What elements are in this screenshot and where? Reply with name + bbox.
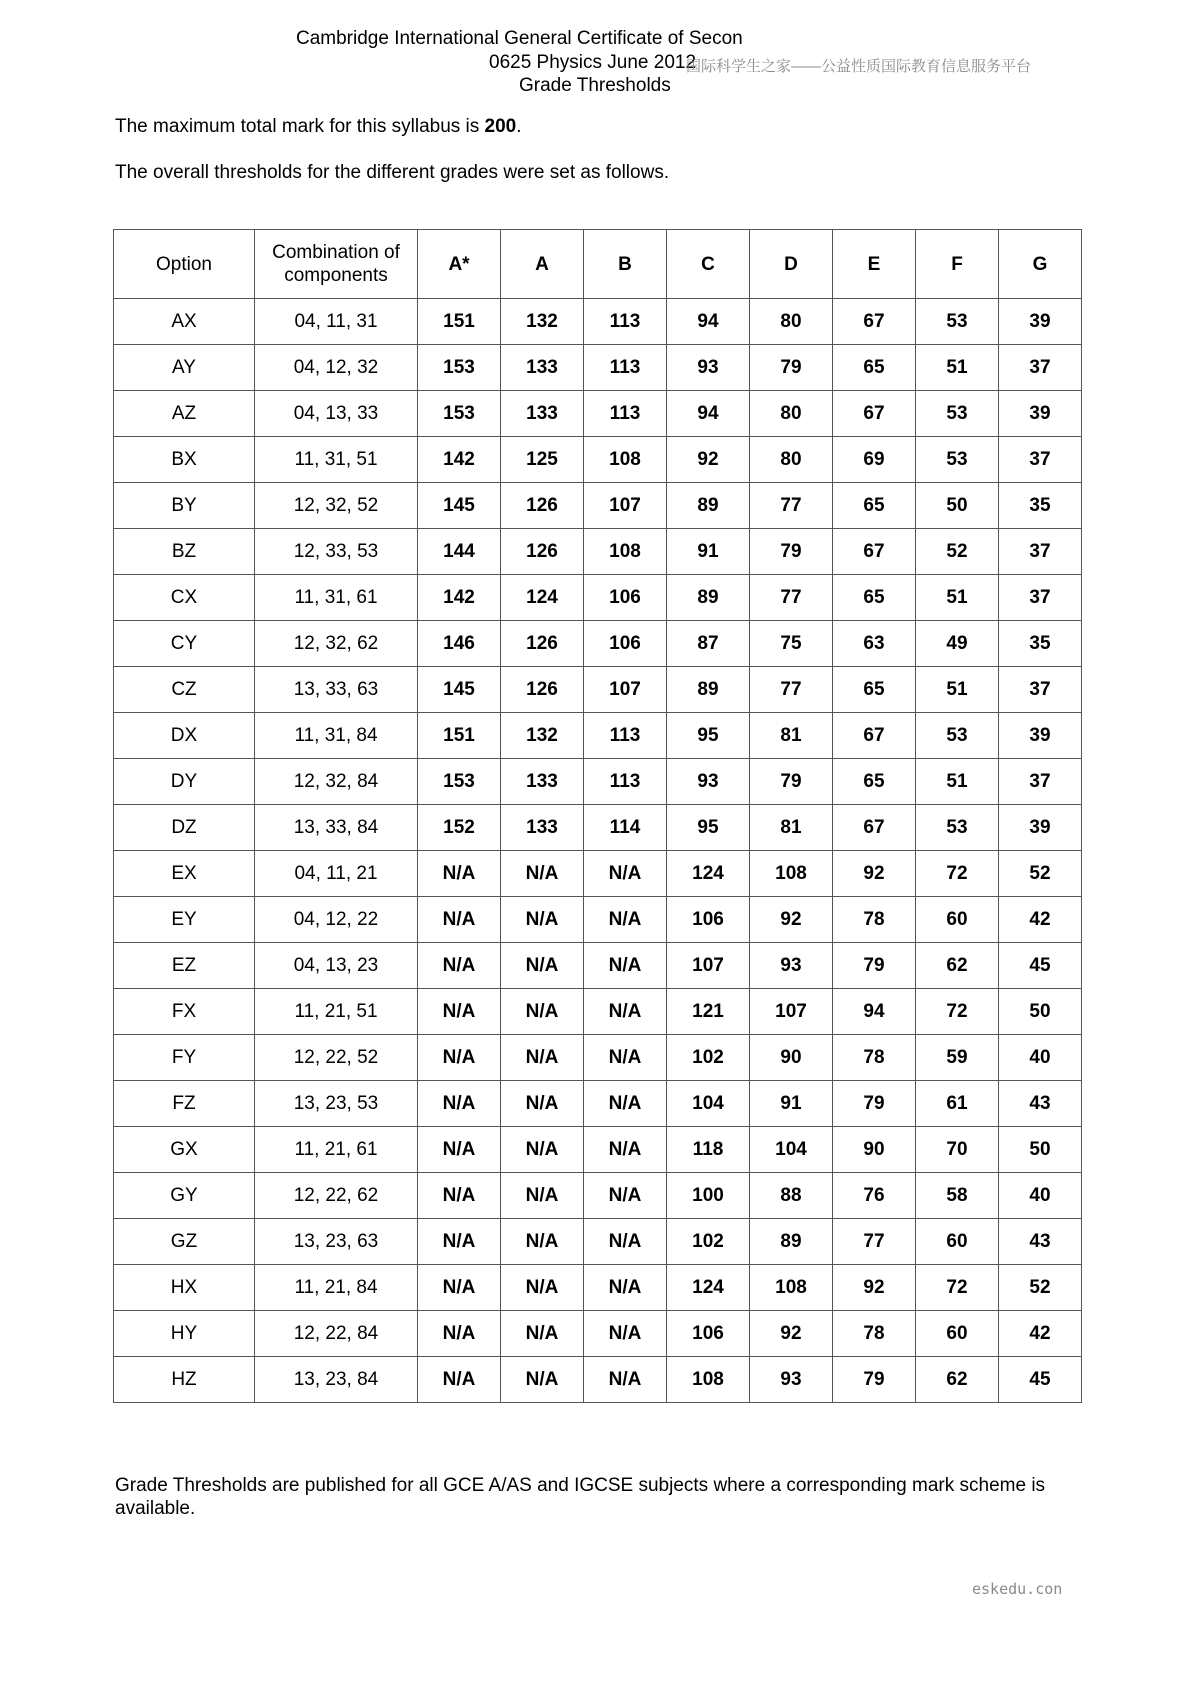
threshold-cell: 106 [667, 1311, 750, 1357]
option-cell: GX [114, 1127, 255, 1173]
column-header: A [501, 230, 584, 299]
threshold-cell: N/A [584, 1173, 667, 1219]
threshold-cell: N/A [584, 943, 667, 989]
table-row [114, 943, 1082, 989]
threshold-cell: 87 [667, 621, 750, 667]
threshold-cell: 58 [916, 1173, 999, 1219]
components-cell: 04, 11, 21 [255, 851, 418, 897]
threshold-cell: 126 [501, 621, 584, 667]
threshold-cell: N/A [418, 1173, 501, 1219]
threshold-cell: N/A [584, 851, 667, 897]
option-cell: AY [114, 345, 255, 391]
components-cell: 11, 21, 51 [255, 989, 418, 1035]
threshold-cell: 113 [584, 299, 667, 345]
threshold-cell: N/A [418, 1127, 501, 1173]
threshold-cell: 107 [584, 667, 667, 713]
threshold-cell: 151 [418, 713, 501, 759]
column-header: D [750, 230, 833, 299]
option-cell: FZ [114, 1081, 255, 1127]
threshold-cell: 50 [999, 989, 1082, 1035]
option-cell: EZ [114, 943, 255, 989]
threshold-cell: 95 [667, 713, 750, 759]
threshold-cell: 42 [999, 897, 1082, 943]
threshold-cell: 45 [999, 1357, 1082, 1403]
max-mark-value: 200 [484, 116, 517, 137]
threshold-cell: 60 [916, 1311, 999, 1357]
threshold-cell: 93 [750, 1357, 833, 1403]
threshold-cell: 65 [833, 759, 916, 805]
threshold-cell: N/A [584, 1357, 667, 1403]
threshold-cell: 89 [750, 1219, 833, 1265]
option-cell: EX [114, 851, 255, 897]
threshold-cell: 153 [418, 345, 501, 391]
threshold-cell: 124 [667, 851, 750, 897]
threshold-cell: 95 [667, 805, 750, 851]
threshold-cell: 53 [916, 299, 999, 345]
max-mark-text: The maximum total mark for this syllabus is [115, 116, 485, 137]
table-row [114, 345, 1082, 391]
components-cell: 13, 33, 63 [255, 667, 418, 713]
components-cell: 11, 31, 61 [255, 575, 418, 621]
threshold-cell: 93 [750, 943, 833, 989]
threshold-cell: 126 [501, 667, 584, 713]
threshold-cell: 145 [418, 667, 501, 713]
table-row [114, 299, 1082, 345]
components-cell: 04, 13, 33 [255, 391, 418, 437]
threshold-cell: 53 [916, 805, 999, 851]
option-cell: HY [114, 1311, 255, 1357]
option-cell: DZ [114, 805, 255, 851]
max-mark-statement [115, 116, 522, 138]
threshold-cell: 88 [750, 1173, 833, 1219]
threshold-cell: 77 [750, 667, 833, 713]
threshold-cell: 92 [750, 1311, 833, 1357]
threshold-cell: 108 [584, 529, 667, 575]
threshold-cell: 76 [833, 1173, 916, 1219]
threshold-cell: 93 [667, 345, 750, 391]
table-row [114, 1311, 1082, 1357]
option-cell: GY [114, 1173, 255, 1219]
threshold-cell: 77 [750, 575, 833, 621]
threshold-cell: 77 [750, 483, 833, 529]
option-cell: AX [114, 299, 255, 345]
table-row [114, 529, 1082, 575]
threshold-cell: 70 [916, 1127, 999, 1173]
threshold-cell: 65 [833, 667, 916, 713]
column-header: C [667, 230, 750, 299]
threshold-cell: 39 [999, 805, 1082, 851]
option-cell: FX [114, 989, 255, 1035]
threshold-cell: N/A [584, 897, 667, 943]
threshold-cell: 153 [418, 391, 501, 437]
threshold-cell: 72 [916, 851, 999, 897]
threshold-cell: 67 [833, 299, 916, 345]
option-cell: FY [114, 1035, 255, 1081]
threshold-cell: 126 [501, 529, 584, 575]
threshold-cell: 37 [999, 345, 1082, 391]
threshold-cell: 106 [584, 621, 667, 667]
table-row [114, 575, 1082, 621]
column-header: G [999, 230, 1082, 299]
threshold-cell: 62 [916, 943, 999, 989]
threshold-cell: N/A [584, 989, 667, 1035]
threshold-cell: N/A [584, 1311, 667, 1357]
threshold-cell: 80 [750, 391, 833, 437]
table-row [114, 759, 1082, 805]
threshold-cell: 132 [501, 713, 584, 759]
table-row [114, 713, 1082, 759]
threshold-cell: 51 [916, 759, 999, 805]
threshold-cell: 146 [418, 621, 501, 667]
threshold-cell: 91 [750, 1081, 833, 1127]
threshold-cell: 42 [999, 1311, 1082, 1357]
max-mark-period: . [516, 116, 522, 137]
threshold-cell: 65 [833, 345, 916, 391]
threshold-cell: 106 [584, 575, 667, 621]
threshold-cell: 69 [833, 437, 916, 483]
threshold-cell: 40 [999, 1173, 1082, 1219]
threshold-cell: 90 [750, 1035, 833, 1081]
threshold-cell: 39 [999, 391, 1082, 437]
threshold-cell: 92 [833, 851, 916, 897]
threshold-cell: 102 [667, 1035, 750, 1081]
threshold-cell: N/A [501, 943, 584, 989]
threshold-cell: 79 [833, 1357, 916, 1403]
table-row [114, 391, 1082, 437]
threshold-cell: 107 [667, 943, 750, 989]
threshold-cell: 40 [999, 1035, 1082, 1081]
threshold-cell: 72 [916, 1265, 999, 1311]
components-cell: 13, 33, 84 [255, 805, 418, 851]
threshold-cell: 51 [916, 575, 999, 621]
threshold-cell: N/A [418, 943, 501, 989]
threshold-cell: 118 [667, 1127, 750, 1173]
footer-note: Grade Thresholds are published for all GCE A/AS and IGCSE subjects where a corresponding mark scheme is available. [115, 1475, 1046, 1519]
threshold-cell: 126 [501, 483, 584, 529]
header-syllabus-session: 0625 Physics June 2012 [489, 52, 697, 73]
threshold-cell: 121 [667, 989, 750, 1035]
threshold-cell: 37 [999, 575, 1082, 621]
table-row [114, 1357, 1082, 1403]
threshold-cell: 35 [999, 621, 1082, 667]
threshold-cell: 37 [999, 759, 1082, 805]
components-cell: 11, 31, 84 [255, 713, 418, 759]
threshold-cell: 78 [833, 1035, 916, 1081]
threshold-cell: N/A [418, 1035, 501, 1081]
components-cell: 04, 13, 23 [255, 943, 418, 989]
threshold-cell: 53 [916, 713, 999, 759]
option-cell: BY [114, 483, 255, 529]
table-row [114, 667, 1082, 713]
threshold-cell: 62 [916, 1357, 999, 1403]
components-cell: 11, 31, 51 [255, 437, 418, 483]
table-row [114, 1219, 1082, 1265]
threshold-cell: 35 [999, 483, 1082, 529]
table-row [114, 1035, 1082, 1081]
threshold-cell: 142 [418, 575, 501, 621]
table-row [114, 805, 1082, 851]
option-cell: HZ [114, 1357, 255, 1403]
threshold-cell: N/A [418, 897, 501, 943]
table-row [114, 1265, 1082, 1311]
threshold-cell: 37 [999, 437, 1082, 483]
column-header: F [916, 230, 999, 299]
threshold-cell: 113 [584, 759, 667, 805]
threshold-cell: 108 [584, 437, 667, 483]
threshold-cell: 65 [833, 575, 916, 621]
option-cell: EY [114, 897, 255, 943]
threshold-cell: 49 [916, 621, 999, 667]
components-cell: 04, 12, 32 [255, 345, 418, 391]
threshold-cell: 52 [999, 1265, 1082, 1311]
threshold-cell: 39 [999, 299, 1082, 345]
threshold-cell: N/A [501, 989, 584, 1035]
option-cell: CZ [114, 667, 255, 713]
components-cell: 04, 11, 31 [255, 299, 418, 345]
threshold-cell: 104 [667, 1081, 750, 1127]
components-cell: 12, 22, 84 [255, 1311, 418, 1357]
threshold-cell: 81 [750, 805, 833, 851]
threshold-cell: 89 [667, 483, 750, 529]
threshold-cell: N/A [501, 1173, 584, 1219]
option-cell: BZ [114, 529, 255, 575]
threshold-cell: 151 [418, 299, 501, 345]
threshold-cell: 100 [667, 1173, 750, 1219]
threshold-cell: 94 [833, 989, 916, 1035]
components-cell: 13, 23, 53 [255, 1081, 418, 1127]
threshold-cell: 50 [999, 1127, 1082, 1173]
option-cell: CY [114, 621, 255, 667]
table-row [114, 1081, 1082, 1127]
threshold-cell: 102 [667, 1219, 750, 1265]
threshold-cell: 107 [750, 989, 833, 1035]
table-row [114, 989, 1082, 1035]
threshold-cell: N/A [584, 1127, 667, 1173]
header-document-type: Grade Thresholds [519, 75, 671, 96]
threshold-cell: 77 [833, 1219, 916, 1265]
threshold-cell: 133 [501, 345, 584, 391]
threshold-cell: N/A [501, 1311, 584, 1357]
column-header: E [833, 230, 916, 299]
option-cell: BX [114, 437, 255, 483]
components-cell: 12, 32, 62 [255, 621, 418, 667]
table-row [114, 621, 1082, 667]
threshold-cell: 79 [833, 1081, 916, 1127]
threshold-cell: 107 [584, 483, 667, 529]
threshold-cell: 93 [667, 759, 750, 805]
threshold-cell: 52 [999, 851, 1082, 897]
threshold-cell: 108 [667, 1357, 750, 1403]
threshold-cell: 53 [916, 391, 999, 437]
threshold-cell: 145 [418, 483, 501, 529]
threshold-cell: 124 [667, 1265, 750, 1311]
table-header-row [114, 230, 1082, 299]
threshold-cell: N/A [584, 1081, 667, 1127]
threshold-cell: 108 [750, 1265, 833, 1311]
threshold-cell: 79 [750, 345, 833, 391]
threshold-cell: 124 [501, 575, 584, 621]
threshold-cell: 90 [833, 1127, 916, 1173]
threshold-cell: 61 [916, 1081, 999, 1127]
threshold-cell: N/A [501, 1127, 584, 1173]
table-row [114, 483, 1082, 529]
components-cell: 11, 21, 61 [255, 1127, 418, 1173]
components-cell: 13, 23, 63 [255, 1219, 418, 1265]
threshold-cell: 94 [667, 299, 750, 345]
threshold-cell: 113 [584, 713, 667, 759]
threshold-cell: N/A [501, 851, 584, 897]
threshold-cell: N/A [418, 1357, 501, 1403]
threshold-cell: 144 [418, 529, 501, 575]
threshold-cell: 152 [418, 805, 501, 851]
column-header: B [584, 230, 667, 299]
threshold-cell: 79 [750, 759, 833, 805]
table-row [114, 1173, 1082, 1219]
threshold-cell: 114 [584, 805, 667, 851]
threshold-cell: 65 [833, 483, 916, 529]
threshold-cell: 72 [916, 989, 999, 1035]
threshold-cell: N/A [501, 1357, 584, 1403]
threshold-cell: 89 [667, 575, 750, 621]
threshold-cell: 133 [501, 805, 584, 851]
threshold-cell: 153 [418, 759, 501, 805]
table-row [114, 851, 1082, 897]
thresholds-statement: The overall thresholds for the different grades were set as follows. [115, 162, 670, 183]
threshold-cell: 142 [418, 437, 501, 483]
threshold-cell: 60 [916, 897, 999, 943]
threshold-cell: 60 [916, 1219, 999, 1265]
threshold-cell: 63 [833, 621, 916, 667]
option-cell: DY [114, 759, 255, 805]
components-cell: 12, 32, 52 [255, 483, 418, 529]
threshold-cell: 108 [750, 851, 833, 897]
threshold-cell: 39 [999, 713, 1082, 759]
threshold-cell: N/A [418, 851, 501, 897]
threshold-cell: 92 [833, 1265, 916, 1311]
threshold-cell: N/A [501, 1035, 584, 1081]
threshold-cell: 132 [501, 299, 584, 345]
site-watermark: eskedu.con [972, 1580, 1063, 1598]
threshold-cell: 80 [750, 437, 833, 483]
components-cell: 11, 21, 84 [255, 1265, 418, 1311]
threshold-cell: N/A [584, 1035, 667, 1081]
threshold-cell: 113 [584, 345, 667, 391]
threshold-cell: N/A [501, 897, 584, 943]
threshold-cell: 78 [833, 1311, 916, 1357]
threshold-cell: N/A [418, 1081, 501, 1127]
threshold-cell: 89 [667, 667, 750, 713]
threshold-cell: 92 [750, 897, 833, 943]
threshold-cell: 92 [667, 437, 750, 483]
threshold-cell: 125 [501, 437, 584, 483]
threshold-cell: N/A [501, 1265, 584, 1311]
threshold-cell: 51 [916, 345, 999, 391]
threshold-cell: N/A [418, 1265, 501, 1311]
column-header: A* [418, 230, 501, 299]
threshold-cell: N/A [584, 1265, 667, 1311]
threshold-cell: 67 [833, 713, 916, 759]
threshold-cell: 59 [916, 1035, 999, 1081]
components-cell: 12, 22, 62 [255, 1173, 418, 1219]
components-cell: 12, 32, 84 [255, 759, 418, 805]
table-row [114, 437, 1082, 483]
option-cell: CX [114, 575, 255, 621]
threshold-cell: N/A [501, 1219, 584, 1265]
threshold-cell: 50 [916, 483, 999, 529]
threshold-cell: 79 [833, 943, 916, 989]
threshold-cell: N/A [501, 1081, 584, 1127]
option-cell: AZ [114, 391, 255, 437]
threshold-cell: 67 [833, 391, 916, 437]
watermark-text: 国际科学生之家——公益性质国际教育信息服务平台 [686, 58, 1032, 75]
threshold-cell: 91 [667, 529, 750, 575]
threshold-cell: 37 [999, 667, 1082, 713]
threshold-cell: 37 [999, 529, 1082, 575]
threshold-cell: 81 [750, 713, 833, 759]
threshold-cell: 67 [833, 529, 916, 575]
threshold-cell: 45 [999, 943, 1082, 989]
option-cell: HX [114, 1265, 255, 1311]
threshold-cell: N/A [584, 1219, 667, 1265]
threshold-cell: 94 [667, 391, 750, 437]
threshold-cell: 106 [667, 897, 750, 943]
header-board-title: Cambridge International General Certificate of Secon [296, 28, 743, 49]
threshold-cell: 104 [750, 1127, 833, 1173]
threshold-cell: N/A [418, 1311, 501, 1357]
threshold-cell: 113 [584, 391, 667, 437]
threshold-cell: 43 [999, 1219, 1082, 1265]
threshold-cell: 53 [916, 437, 999, 483]
threshold-cell: 80 [750, 299, 833, 345]
threshold-cell: 79 [750, 529, 833, 575]
threshold-cell: N/A [418, 1219, 501, 1265]
column-header: Option [114, 230, 255, 299]
threshold-cell: 78 [833, 897, 916, 943]
threshold-cell: 75 [750, 621, 833, 667]
table-row [114, 897, 1082, 943]
table-body [114, 299, 1082, 1403]
components-cell: 12, 22, 52 [255, 1035, 418, 1081]
option-cell: GZ [114, 1219, 255, 1265]
column-header: Combination of components [255, 230, 418, 299]
threshold-cell: 67 [833, 805, 916, 851]
threshold-cell: 52 [916, 529, 999, 575]
threshold-cell: 133 [501, 759, 584, 805]
grade-thresholds-table [113, 229, 1082, 1403]
components-cell: 04, 12, 22 [255, 897, 418, 943]
components-cell: 12, 33, 53 [255, 529, 418, 575]
threshold-cell: 133 [501, 391, 584, 437]
table-row [114, 1127, 1082, 1173]
components-cell: 13, 23, 84 [255, 1357, 418, 1403]
threshold-cell: N/A [418, 989, 501, 1035]
threshold-cell: 51 [916, 667, 999, 713]
option-cell: DX [114, 713, 255, 759]
threshold-cell: 43 [999, 1081, 1082, 1127]
